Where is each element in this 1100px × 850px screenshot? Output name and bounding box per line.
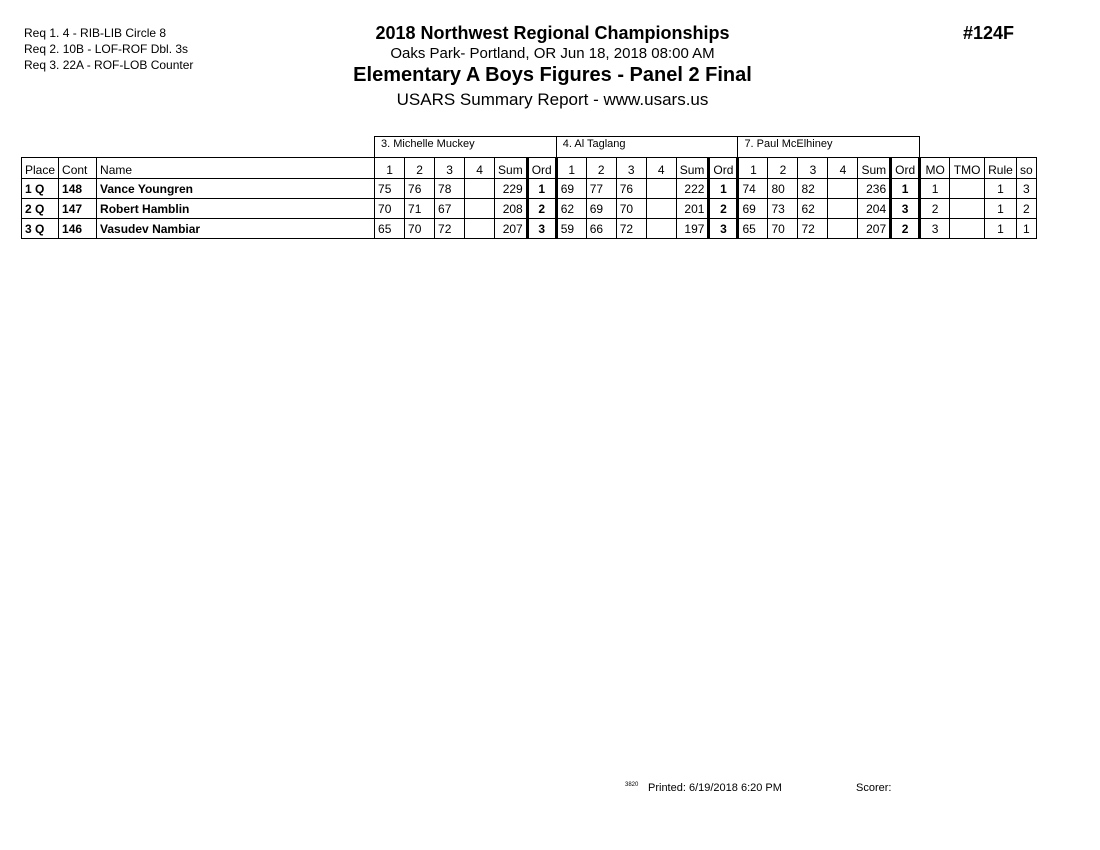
col-j1-s1: 1 (375, 158, 405, 179)
mo-cell: 1 (920, 179, 950, 199)
score-cell: 72 (616, 219, 646, 239)
sum-cell: 207 (858, 219, 891, 239)
score-cell: 69 (738, 199, 768, 219)
score-cell: 82 (798, 179, 828, 199)
score-cell (465, 199, 495, 219)
results-table (21, 136, 1037, 239)
requirements-list (24, 25, 193, 73)
table-row (22, 219, 1037, 239)
score-cell: 62 (798, 199, 828, 219)
col-j2-sum: Sum (676, 158, 709, 179)
score-cell: 65 (738, 219, 768, 239)
score-cell: 59 (556, 219, 586, 239)
score-cell: 70 (616, 199, 646, 219)
requirement-2: Req 2. 10B - LOF-ROF Dbl. 3s (24, 42, 189, 56)
place-cell: 1 Q (22, 179, 59, 199)
ordinal-cell: 2 (891, 219, 920, 239)
place-cell: 2 Q (22, 199, 59, 219)
ordinal-cell: 2 (709, 199, 738, 219)
col-j3-s1: 1 (738, 158, 768, 179)
col-j3-ord: Ord (891, 158, 920, 179)
col-j1-sum: Sum (495, 158, 528, 179)
col-j3-sum: Sum (858, 158, 891, 179)
col-cont: Cont (59, 158, 97, 179)
event-subtitle: Elementary A Boys Figures - Panel 2 Final (353, 64, 752, 86)
sum-cell: 197 (676, 219, 709, 239)
cont-cell: 148 (59, 179, 97, 199)
name-cell: Vance Youngren (97, 179, 375, 199)
col-name: Name (97, 158, 375, 179)
sum-cell: 222 (676, 179, 709, 199)
ordinal-cell: 1 (709, 179, 738, 199)
score-cell (828, 179, 858, 199)
score-cell: 65 (375, 219, 405, 239)
score-cell: 71 (405, 199, 435, 219)
col-tmo: TMO (950, 158, 985, 179)
score-cell: 69 (586, 199, 616, 219)
sum-cell: 204 (858, 199, 891, 219)
sum-cell: 229 (495, 179, 528, 199)
col-j2-s2: 2 (586, 158, 616, 179)
score-cell (828, 219, 858, 239)
score-cell: 70 (768, 219, 798, 239)
col-j3-s4: 4 (828, 158, 858, 179)
sum-cell: 236 (858, 179, 891, 199)
so-cell: 3 (1016, 179, 1036, 199)
score-cell: 72 (435, 219, 465, 239)
score-cell: 69 (556, 179, 586, 199)
report-name: USARS Summary Report - www.usars.us (396, 90, 709, 109)
ordinal-cell: 1 (527, 179, 556, 199)
requirement-1: Req 1. 4 - RIB-LIB Circle 8 (24, 26, 167, 40)
scorer-label: Scorer: (856, 782, 892, 794)
event-location: Oaks Park- Portland, OR Jun 18, 2018 08:00 AM (390, 45, 715, 62)
column-header-row (22, 158, 1037, 179)
rule-cell: 1 (985, 219, 1017, 239)
col-j2-s4: 4 (646, 158, 676, 179)
col-j1-s2: 2 (405, 158, 435, 179)
mo-cell: 2 (920, 199, 950, 219)
cont-cell: 146 (59, 219, 97, 239)
score-cell (465, 219, 495, 239)
judge-3-name: 7. Paul McElhiney (738, 137, 920, 158)
score-cell (646, 179, 676, 199)
score-cell: 76 (616, 179, 646, 199)
score-cell: 73 (768, 199, 798, 219)
score-cell (646, 219, 676, 239)
score-cell: 72 (798, 219, 828, 239)
score-cell: 78 (435, 179, 465, 199)
score-cell: 76 (405, 179, 435, 199)
col-j2-s1: 1 (556, 158, 586, 179)
score-cell: 74 (738, 179, 768, 199)
col-mo: MO (920, 158, 950, 179)
printed-timestamp: Printed: 6/19/2018 6:20 PM (648, 782, 782, 794)
place-cell: 3 Q (22, 219, 59, 239)
footer-code: 3820 (625, 782, 639, 788)
sum-cell: 207 (495, 219, 528, 239)
col-place: Place (22, 158, 59, 179)
score-cell: 80 (768, 179, 798, 199)
score-cell (828, 199, 858, 219)
tmo-cell (950, 219, 985, 239)
event-number: #124F (963, 23, 1015, 43)
tmo-cell (950, 199, 985, 219)
score-cell: 70 (405, 219, 435, 239)
col-so: so (1016, 158, 1036, 179)
rule-cell: 1 (985, 199, 1017, 219)
so-cell: 2 (1016, 199, 1036, 219)
so-cell: 1 (1016, 219, 1036, 239)
judge-1-name: 3. Michelle Muckey (375, 137, 557, 158)
score-cell: 77 (586, 179, 616, 199)
tmo-cell (950, 179, 985, 199)
col-j1-s3: 3 (435, 158, 465, 179)
score-cell: 67 (435, 199, 465, 219)
name-cell: Vasudev Nambiar (97, 219, 375, 239)
score-cell: 66 (586, 219, 616, 239)
ordinal-cell: 3 (709, 219, 738, 239)
table-row (22, 199, 1037, 219)
col-j3-s2: 2 (768, 158, 798, 179)
col-j2-s3: 3 (616, 158, 646, 179)
score-cell (465, 179, 495, 199)
judge-header-row (22, 137, 1037, 158)
sum-cell: 208 (495, 199, 528, 219)
col-j1-ord: Ord (527, 158, 556, 179)
name-cell: Robert Hamblin (97, 199, 375, 219)
score-cell: 62 (556, 199, 586, 219)
mo-cell: 3 (920, 219, 950, 239)
table-row (22, 179, 1037, 199)
col-j2-ord: Ord (709, 158, 738, 179)
judge-2-name: 4. Al Taglang (556, 137, 738, 158)
page-title: 2018 Northwest Regional Championships (375, 23, 730, 43)
col-rule: Rule (985, 158, 1017, 179)
requirement-3: Req 3. 22A - ROF-LOB Counter (24, 58, 194, 72)
ordinal-cell: 1 (891, 179, 920, 199)
col-j3-s3: 3 (798, 158, 828, 179)
ordinal-cell: 2 (527, 199, 556, 219)
col-j1-s4: 4 (465, 158, 495, 179)
ordinal-cell: 3 (891, 199, 920, 219)
score-cell: 75 (375, 179, 405, 199)
cont-cell: 147 (59, 199, 97, 219)
score-cell (646, 199, 676, 219)
score-cell: 70 (375, 199, 405, 219)
ordinal-cell: 3 (527, 219, 556, 239)
rule-cell: 1 (985, 179, 1017, 199)
sum-cell: 201 (676, 199, 709, 219)
